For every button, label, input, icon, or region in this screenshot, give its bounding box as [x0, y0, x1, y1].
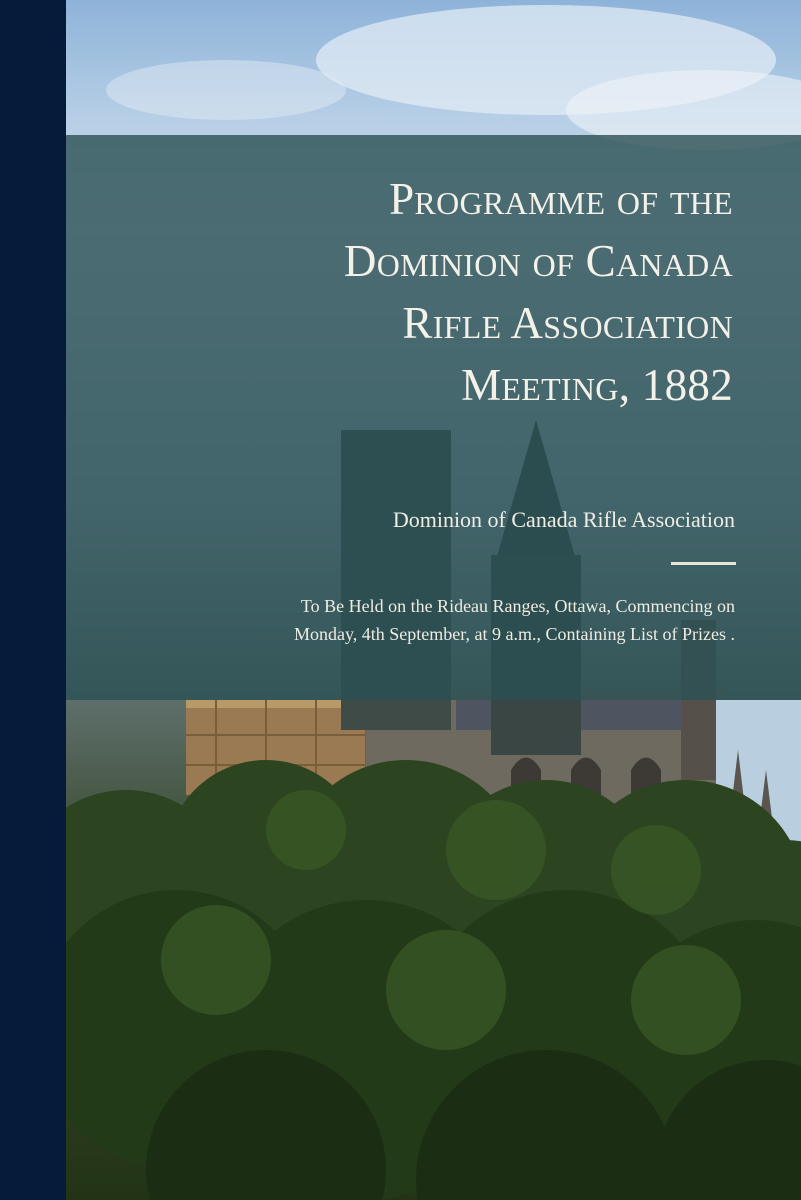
title-line: Dominion of Canada — [343, 236, 733, 286]
book-spine-band — [0, 0, 66, 1200]
subtitle-line: To Be Held on the Rideau Ranges, Ottawa, Commencing on — [300, 596, 735, 616]
title-line: Programme of the — [389, 174, 733, 224]
title-line: Meeting, 1882 — [461, 360, 733, 410]
book-title — [93, 168, 733, 416]
book-subtitle — [95, 592, 735, 648]
title-line: Rifle Association — [402, 298, 733, 348]
divider-rule — [671, 562, 736, 565]
book-author: Dominion of Canada Rifle Association — [392, 507, 735, 532]
subtitle-line: Monday, 4th September, at 9 a.m., Containing List of Prizes . — [293, 624, 735, 644]
